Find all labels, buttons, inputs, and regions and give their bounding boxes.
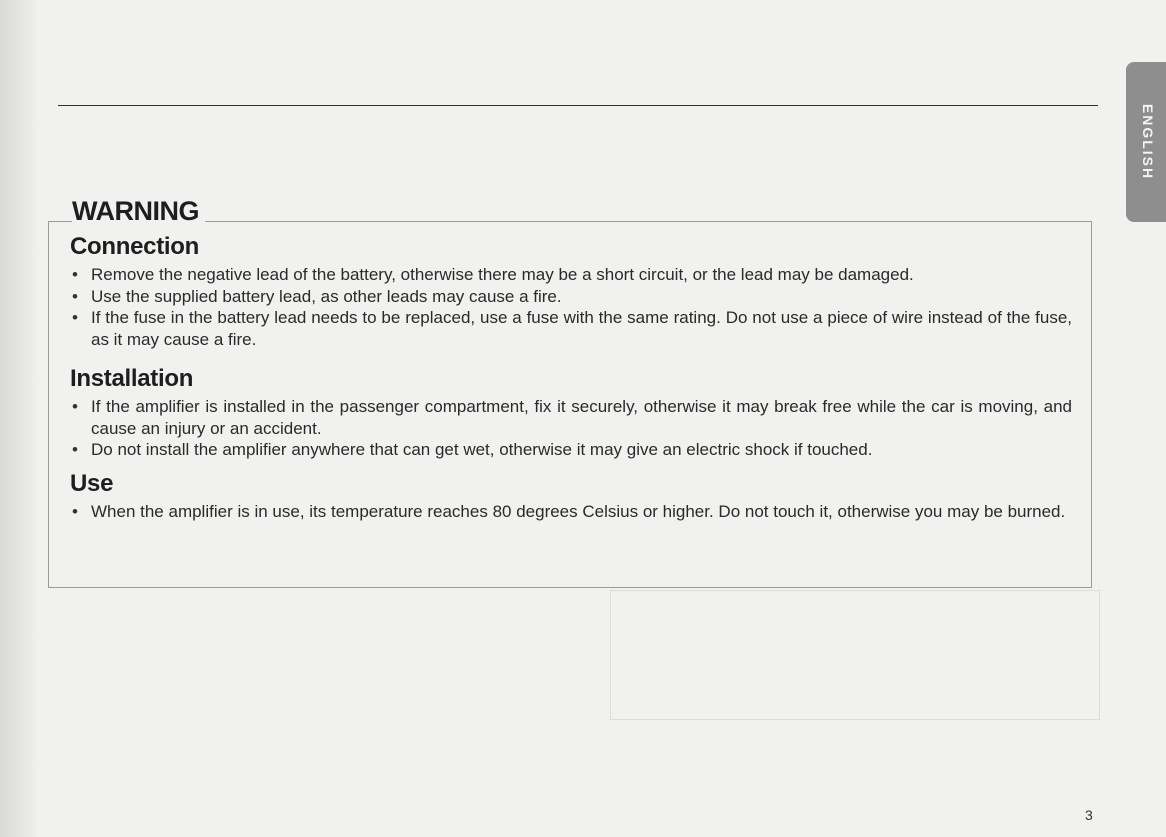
show-through-table-outline	[610, 590, 1100, 720]
section-use	[70, 469, 1072, 523]
section-connection	[70, 232, 1072, 350]
language-tab	[1126, 62, 1166, 222]
connection-list	[70, 264, 1072, 350]
page-binding-shadow	[0, 0, 40, 837]
section-heading-connection: Connection	[70, 233, 199, 260]
warning-title: WARNING	[72, 196, 205, 227]
section-installation	[70, 364, 1072, 461]
list-item: • When the amplifier is in use, its temperature reaches 80 degrees Celsius or higher. Do not touch it, otherwise you may be burned.	[70, 501, 1072, 523]
header-rule	[58, 105, 1098, 106]
page-number: 3	[1085, 807, 1093, 823]
list-item: • Remove the negative lead of the battery, otherwise there may be a short circuit, or the lead may be damaged.	[70, 264, 1072, 286]
section-heading-installation: Installation	[70, 365, 194, 392]
language-tab-label: ENGLISH	[1140, 103, 1157, 181]
use-list	[70, 501, 1072, 523]
list-item: • If the amplifier is installed in the passenger compartment, fix it securely, otherwise it may break free while the car is moving, and cause an injury or an accident.	[70, 396, 1072, 439]
list-item: • If the fuse in the battery lead needs to be replaced, use a fuse with the same rating. Do not use a piece of wire instead of the fuse, as it may cause a fire.	[70, 307, 1072, 350]
list-item: • Do not install the amplifier anywhere that can get wet, otherwise it may give an electric shock if touched.	[70, 439, 1072, 461]
section-heading-use: Use	[70, 469, 114, 497]
list-item: • Use the supplied battery lead, as other leads may cause a fire.	[70, 286, 1072, 308]
warning-content	[70, 232, 1072, 522]
installation-list	[70, 396, 1072, 461]
